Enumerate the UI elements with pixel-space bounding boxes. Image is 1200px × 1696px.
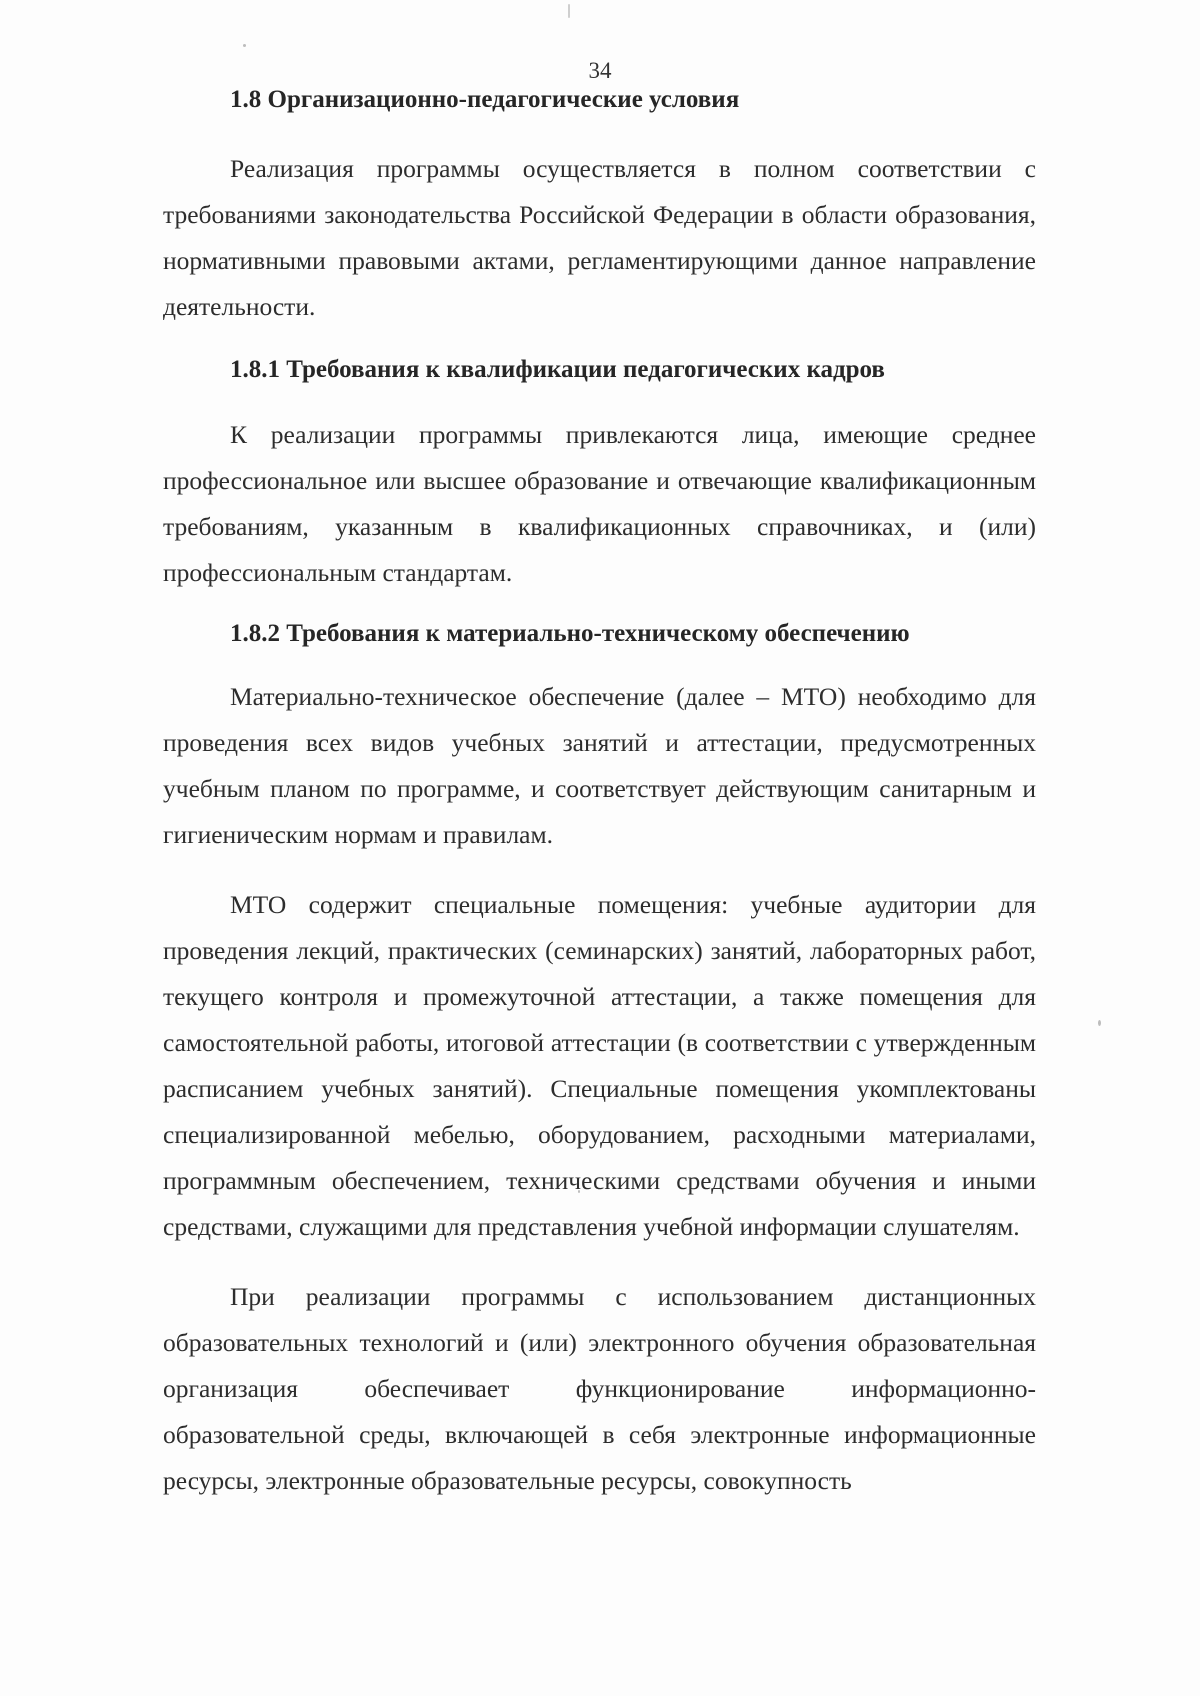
paragraph-mto-definition: Материально-техническое обеспечение (далее – МТО) необходимо для проведения всех видов учебных занятий и аттестации, предусмотренных учебным планом по программе, и соответствует действующим санитарным и гигиеническим нормам и правилам.	[163, 682, 1036, 849]
section-heading-1-8-2: 1.8.2 Требования к материально-техническому обеспечению	[230, 620, 910, 647]
paragraph-intro: Реализация программы осуществляется в полном соответствии с требованиями законодательства Российской Федерации в области образования, нормативными правовыми актами, регламентирующими данное направление деятельности.	[163, 154, 1036, 321]
scan-artifact	[243, 44, 246, 47]
paragraph-mto-premises: МТО содержит специальные помещения: учебные аудитории для проведения лекций, практических (семинарских) занятий, лабораторных работ, текущего контроля и промежуточной аттестации, а также помещения для самостоятельной работы, итоговой аттестации (в соответствии с утвержденным расписанием учебных занятий). Специальные помещения укомплектованы специализированной мебелью, оборудованием, расходными материалами, программным обеспечением, техническими средствами обучения и иными средствами, служащими для представления учебной информации слушателям.	[163, 890, 1036, 1241]
section-heading-1-8-1: 1.8.1 Требования к квалификации педагогических кадров	[230, 356, 885, 383]
page-number: 34	[588, 58, 612, 83]
document-body	[163, 82, 1036, 1504]
section-heading-1-8: 1.8 Организационно-педагогические условия	[230, 86, 740, 113]
paragraph-staff-qualification: К реализации программы привлекаются лица, имеющие среднее профессиональное или высшее образование и отвечающие квалификационным требованиям, указанным в квалификационных справочниках, и (или) профессиональным стандартам.	[163, 420, 1036, 587]
paragraph-distance-learning: При реализации программы с использованием дистанционных образовательных технологий и (или) электронного обучения образовательная организация обеспечивает функционирование информационно-образовательной среды, включающей в себя электронные информационные ресурсы, электронные образовательные ресурсы, совокупность	[163, 1282, 1036, 1495]
scan-artifact	[1098, 1020, 1101, 1026]
scan-artifact	[568, 4, 570, 18]
